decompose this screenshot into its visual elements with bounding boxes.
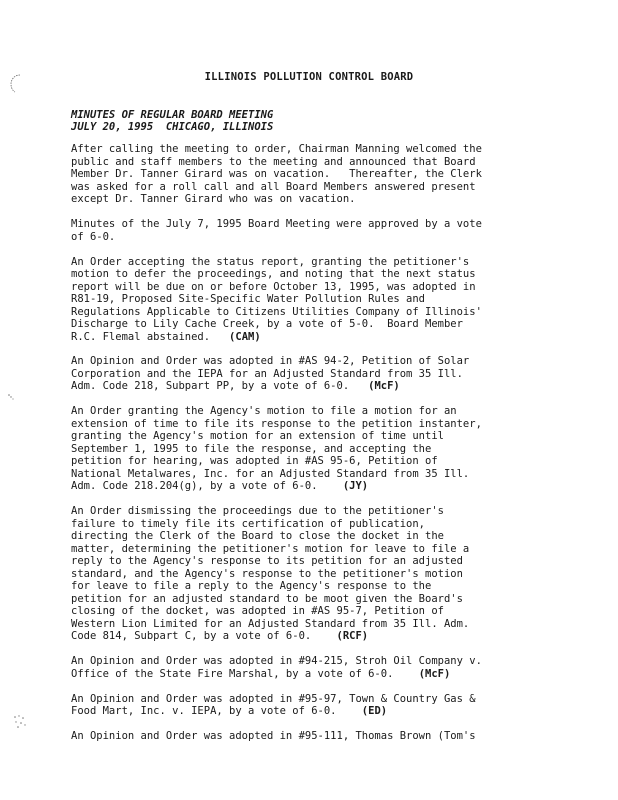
scan-noise-icon xyxy=(12,714,28,730)
paragraph-line: closing of the docket, was adopted in #AS 95-7, Petition of xyxy=(71,605,444,617)
heading-line: JULY 20, 1995 CHICAGO, ILLINOIS xyxy=(71,121,274,133)
staff-initials: (JY) xyxy=(342,480,369,492)
paragraph-line: public and staff members to the meeting and announced that Board xyxy=(71,155,476,168)
paragraph-line: R81-19, Proposed Site-Specific Water Pollution Rules and xyxy=(71,293,426,305)
minutes-paragraph xyxy=(71,730,551,743)
minutes-paragraph xyxy=(71,693,551,718)
paragraph-line: National Metalwares, Inc. for an Adjusted Standard from 35 Ill. xyxy=(71,467,470,480)
line-text: Office of the State Fire Marshal, by a vote of 6-0. xyxy=(71,667,419,680)
minutes-paragraph xyxy=(71,505,551,643)
line-text: R.C. Flemal abstained. xyxy=(71,330,230,343)
paragraph-line xyxy=(71,705,551,718)
paragraph-line: After calling the meeting to order, Chairman Manning welcomed the xyxy=(71,143,482,155)
paragraph-line xyxy=(71,630,551,643)
paragraph-line xyxy=(71,480,551,493)
staff-initials: (CAM) xyxy=(229,330,261,343)
paragraph-line: extension of time to file its response to the petition instanter, xyxy=(71,417,482,430)
minutes-paragraph xyxy=(71,405,551,493)
paragraph-line: Discharge to Lily Cache Creek, by a vote of 5-0. Board Member xyxy=(71,318,463,330)
staff-initials: (ED) xyxy=(361,705,388,717)
paragraph-line: Minutes of the July 7, 1995 Board Meeting were approved by a vote xyxy=(71,218,482,230)
minutes-paragraph xyxy=(71,256,551,344)
paragraph-line: An Order dismissing the proceedings due to the petitioner's xyxy=(71,505,444,517)
paragraph-line: standard, and the Agency's response to the petitioner's motion xyxy=(71,567,463,580)
line-text: Food Mart, Inc. v. IEPA, by a vote of 6-0. xyxy=(71,705,362,717)
minutes-body xyxy=(71,143,551,755)
paragraph-line: Regulations Applicable to Citizens Utilities Company of Illinois' xyxy=(71,305,482,318)
paragraph-line: report will be due on or before October 13, 1995, was adopted in xyxy=(71,280,476,293)
paragraph-line: of 6-0. xyxy=(71,230,116,243)
paragraph-line xyxy=(71,331,551,344)
paragraph-line: directing the Clerk of the Board to close the docket in the xyxy=(71,530,444,542)
paragraph-line: reply to the Agency's response to its petition for an adjusted xyxy=(71,555,463,567)
paragraph-line: Member Dr. Tanner Girard was on vacation. Thereafter, the Clerk xyxy=(71,168,482,180)
paragraph-line: September 1, 1995 to file the response, and accepting the xyxy=(71,442,432,455)
paragraph-line: An Order granting the Agency's motion to file a motion for an xyxy=(71,405,457,417)
paragraph-line: An Opinion and Order was adopted in #AS 94-2, Petition of Solar xyxy=(71,355,470,367)
minutes-paragraph xyxy=(71,655,551,680)
paragraph-line xyxy=(71,668,551,681)
scan-speck-icon xyxy=(6,392,16,404)
line-text: Code 814, Subpart C, by a vote of 6-0. xyxy=(71,630,337,642)
minutes-paragraph xyxy=(71,218,551,243)
paragraph-line: motion to defer the proceedings, and noting that the next status xyxy=(71,268,476,280)
paragraph-line: for leave to file a reply to the Agency's response to the xyxy=(71,580,432,592)
paragraph-line: matter, determining the petitioner's motion for leave to file a xyxy=(71,542,470,555)
minutes-heading xyxy=(71,109,273,133)
staff-initials: (McF) xyxy=(368,380,400,392)
paragraph-line: Western Lion Limited for an Adjusted Standard from 35 Ill. Adm. xyxy=(71,617,470,630)
paragraph-line: petition for hearing, was adopted in #AS 95-6, Petition of xyxy=(71,455,438,467)
minutes-paragraph xyxy=(71,143,551,206)
paragraph-line: An Opinion and Order was adopted in #94-215, Stroh Oil Company v. xyxy=(71,655,482,667)
paragraph-line: was asked for a roll call and all Board Members answered present xyxy=(71,180,476,193)
paragraph-line: failure to timely file its certification of publication, xyxy=(71,517,426,530)
line-text: Adm. Code 218.204(g), by a vote of 6-0. xyxy=(71,480,343,492)
staff-initials: (RCF) xyxy=(336,630,369,642)
heading-line: MINUTES OF REGULAR BOARD MEETING xyxy=(71,109,274,121)
paragraph-line xyxy=(71,380,551,393)
staff-initials: (McF) xyxy=(418,667,451,680)
paragraph-line: granting the Agency's motion for an extension of time until xyxy=(71,430,444,442)
paragraph-line: An Opinion and Order was adopted in #95-111, Thomas Brown (Tom's xyxy=(71,730,476,742)
paragraph-line: except Dr. Tanner Girard who was on vacation. xyxy=(71,193,356,205)
paragraph-line: An Opinion and Order was adopted in #95-97, Town & Country Gas & xyxy=(71,692,476,705)
paragraph-line: petition for an adjusted standard to be moot given the Board's xyxy=(71,592,463,605)
paragraph-line: Corporation and the IEPA for an Adjusted Standard from 35 Ill. xyxy=(71,367,463,380)
document-title: ILLINOIS POLLUTION CONTROL BOARD xyxy=(204,71,414,83)
paragraph-line: An Order accepting the status report, granting the petitioner's xyxy=(71,255,470,268)
line-text: Adm. Code 218, Subpart PP, by a vote of 6-0. xyxy=(71,380,369,392)
minutes-paragraph xyxy=(71,355,551,393)
